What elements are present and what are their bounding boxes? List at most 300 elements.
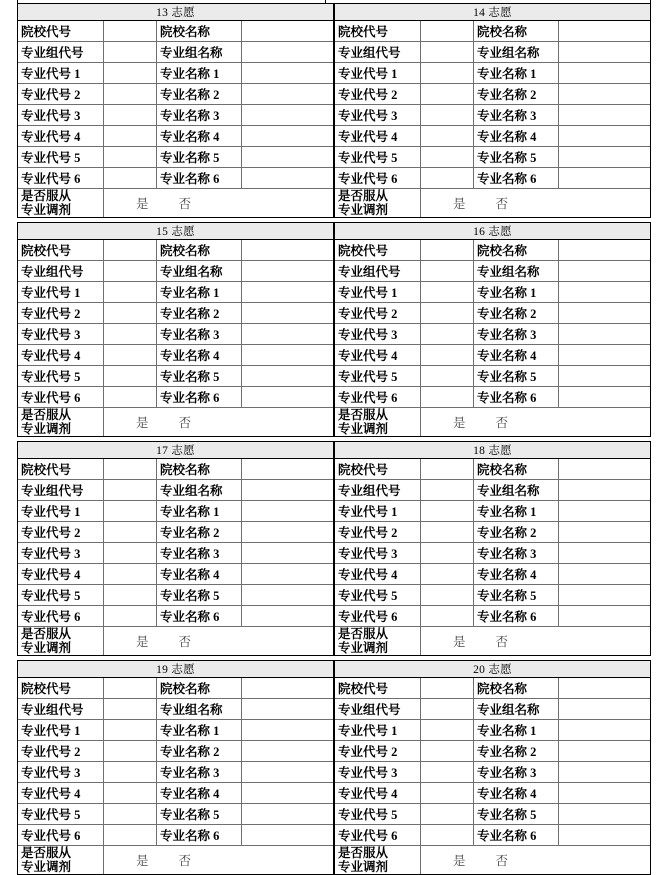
school-code-label: 院校代号: [18, 678, 104, 698]
major-row-5: [18, 147, 333, 168]
major-code-4-input[interactable]: [421, 783, 474, 803]
adjustment-consent-label-line1: 是否服从: [21, 627, 72, 641]
major-group-name-input[interactable]: [559, 480, 650, 500]
school-name-label: 院校名称: [474, 240, 559, 260]
adjustment-consent-option-no[interactable]: 否: [178, 854, 192, 868]
major-name-1-label: 专业名称 1: [157, 501, 242, 521]
major-code-6-input[interactable]: [104, 387, 157, 407]
adjustment-consent-options: [104, 627, 333, 655]
wish-block-4: [334, 222, 651, 437]
major-name-6-input[interactable]: [559, 168, 650, 188]
adjustment-consent-row: [18, 627, 333, 656]
major-code-3-label: 专业代号 3: [335, 543, 421, 563]
major-name-5-label: 专业名称 5: [474, 366, 559, 386]
major-name-1-input[interactable]: [242, 63, 333, 83]
major-row-5: [335, 147, 650, 168]
major-group-row: [18, 480, 333, 501]
major-group-code-input[interactable]: [104, 261, 157, 281]
school-code-input[interactable]: [421, 240, 474, 260]
major-code-5-label: 专业代号 5: [335, 366, 421, 386]
school-code-label: 院校代号: [18, 21, 104, 41]
major-group-code-input[interactable]: [421, 480, 474, 500]
major-name-6-input[interactable]: [242, 825, 333, 845]
major-code-2-label: 专业代号 2: [335, 741, 421, 761]
major-name-5-label: 专业名称 5: [157, 804, 242, 824]
adjustment-consent-option-no[interactable]: 否: [495, 854, 509, 868]
major-row-5: [18, 366, 333, 387]
major-name-2-label: 专业名称 2: [157, 741, 242, 761]
major-code-3-input[interactable]: [421, 543, 474, 563]
school-code-input[interactable]: [104, 240, 157, 260]
major-group-row: [18, 261, 333, 282]
school-name-input[interactable]: [242, 678, 333, 698]
major-code-3-label: 专业代号 3: [18, 762, 104, 782]
school-name-label: 院校名称: [474, 459, 559, 479]
major-row-3: [335, 543, 650, 564]
wish-block-5: [17, 441, 334, 656]
adjustment-consent-label-line2: 专业调剂: [21, 421, 72, 436]
major-name-2-label: 专业名称 2: [157, 84, 242, 104]
major-name-3-label: 专业名称 3: [157, 762, 242, 782]
adjustment-consent-label-line1: 是否服从: [338, 846, 389, 860]
major-name-5-input[interactable]: [559, 585, 650, 605]
major-code-5-input[interactable]: [421, 804, 474, 824]
major-code-6-input[interactable]: [421, 387, 474, 407]
major-name-5-input[interactable]: [242, 585, 333, 605]
wish-block-2: [334, 3, 651, 218]
major-name-4-input[interactable]: [242, 345, 333, 365]
major-code-5-input[interactable]: [421, 585, 474, 605]
major-group-name-label: 专业组名称: [474, 699, 559, 719]
wish-block-title: 13 志愿: [18, 3, 333, 21]
adjustment-consent-option-yes[interactable]: 是: [453, 854, 466, 868]
adjustment-consent-label-line1: 是否服从: [338, 408, 389, 422]
major-name-2-input[interactable]: [559, 303, 650, 323]
major-code-4-label: 专业代号 4: [335, 126, 421, 146]
major-code-2-label: 专业代号 2: [335, 303, 421, 323]
major-code-1-input[interactable]: [104, 720, 157, 740]
wish-block-title: 18 志愿: [335, 441, 650, 459]
major-row-4: [335, 126, 650, 147]
major-code-4-input[interactable]: [421, 564, 474, 584]
adjustment-consent-label: [18, 627, 104, 655]
major-code-2-input[interactable]: [421, 741, 474, 761]
major-code-4-input[interactable]: [104, 783, 157, 803]
major-row-4: [18, 345, 333, 366]
major-name-3-input[interactable]: [559, 324, 650, 344]
adjustment-consent-option-no[interactable]: 否: [178, 197, 192, 211]
major-group-code-label: 专业组代号: [18, 42, 104, 62]
school-name-input[interactable]: [559, 459, 650, 479]
major-name-4-input[interactable]: [559, 126, 650, 146]
major-name-4-label: 专业名称 4: [157, 345, 242, 365]
adjustment-consent-label: [335, 627, 421, 655]
major-name-4-input[interactable]: [242, 564, 333, 584]
major-name-2-input[interactable]: [559, 84, 650, 104]
major-row-1: [335, 282, 650, 303]
major-group-name-input[interactable]: [242, 261, 333, 281]
school-name-input[interactable]: [242, 21, 333, 41]
major-name-6-label: 专业名称 6: [157, 387, 242, 407]
major-row-2: [18, 303, 333, 324]
major-code-2-input[interactable]: [421, 522, 474, 542]
major-row-1: [335, 501, 650, 522]
major-name-6-input[interactable]: [242, 387, 333, 407]
adjustment-consent-option-no[interactable]: 否: [178, 635, 192, 649]
major-name-1-input[interactable]: [242, 282, 333, 302]
major-name-5-input[interactable]: [242, 366, 333, 386]
major-code-3-input[interactable]: [104, 762, 157, 782]
major-code-3-input[interactable]: [104, 105, 157, 125]
adjustment-consent-label-line2: 专业调剂: [21, 640, 72, 655]
major-name-3-label: 专业名称 3: [474, 105, 559, 125]
major-name-2-label: 专业名称 2: [157, 522, 242, 542]
major-code-1-label: 专业代号 1: [335, 720, 421, 740]
major-row-4: [335, 564, 650, 585]
adjustment-consent-option-yes[interactable]: 是: [136, 416, 149, 430]
major-code-2-input[interactable]: [104, 303, 157, 323]
adjustment-consent-option-yes[interactable]: 是: [136, 197, 149, 211]
major-code-2-input[interactable]: [104, 522, 157, 542]
adjustment-consent-option-no[interactable]: 否: [495, 416, 509, 430]
major-name-4-label: 专业名称 4: [474, 564, 559, 584]
major-name-1-input[interactable]: [559, 720, 650, 740]
major-code-6-label: 专业代号 6: [18, 825, 104, 845]
adjustment-consent-options: [104, 408, 333, 436]
major-code-2-label: 专业代号 2: [335, 522, 421, 542]
adjustment-consent-option-no[interactable]: 否: [178, 416, 192, 430]
major-name-6-input[interactable]: [242, 606, 333, 626]
major-code-1-input[interactable]: [421, 282, 474, 302]
adjustment-consent-label: [18, 846, 104, 874]
major-code-3-label: 专业代号 3: [18, 105, 104, 125]
major-code-2-input[interactable]: [104, 741, 157, 761]
major-name-4-input[interactable]: [242, 783, 333, 803]
major-name-4-input[interactable]: [559, 345, 650, 365]
major-row-1: [335, 63, 650, 84]
major-code-3-input[interactable]: [104, 543, 157, 563]
major-row-3: [335, 762, 650, 783]
school-code-label: 院校代号: [335, 21, 421, 41]
major-row-5: [335, 366, 650, 387]
adjustment-consent-label: [335, 846, 421, 874]
major-code-1-input[interactable]: [104, 501, 157, 521]
major-name-3-input[interactable]: [242, 762, 333, 782]
wish-block-title: 15 志愿: [18, 222, 333, 240]
wish-block-pair: [17, 441, 651, 656]
major-name-5-input[interactable]: [242, 147, 333, 167]
major-code-6-input[interactable]: [104, 825, 157, 845]
major-name-6-input[interactable]: [559, 825, 650, 845]
major-name-5-label: 专业名称 5: [157, 147, 242, 167]
adjustment-consent-label-line1: 是否服从: [338, 189, 389, 203]
major-code-3-input[interactable]: [104, 324, 157, 344]
adjustment-consent-option-no[interactable]: 否: [495, 197, 509, 211]
school-name-input[interactable]: [559, 678, 650, 698]
major-group-row: [18, 699, 333, 720]
school-name-input[interactable]: [559, 21, 650, 41]
major-code-3-input[interactable]: [421, 105, 474, 125]
major-name-2-label: 专业名称 2: [474, 522, 559, 542]
major-name-2-input[interactable]: [242, 741, 333, 761]
major-code-1-label: 专业代号 1: [18, 282, 104, 302]
major-group-code-input[interactable]: [421, 42, 474, 62]
form-scroll-body: [17, 0, 651, 875]
major-group-code-input[interactable]: [421, 699, 474, 719]
major-name-5-label: 专业名称 5: [157, 366, 242, 386]
major-code-4-input[interactable]: [421, 126, 474, 146]
wish-block-title: 19 志愿: [18, 660, 333, 678]
adjustment-consent-option-yes[interactable]: 是: [136, 854, 149, 868]
school-code-input[interactable]: [421, 459, 474, 479]
major-code-2-label: 专业代号 2: [18, 84, 104, 104]
major-code-5-input[interactable]: [104, 147, 157, 167]
school-name-input[interactable]: [242, 240, 333, 260]
major-name-1-input[interactable]: [242, 501, 333, 521]
school-code-input[interactable]: [421, 678, 474, 698]
major-group-code-label: 专业组代号: [335, 699, 421, 719]
major-code-5-input[interactable]: [104, 366, 157, 386]
school-code-input[interactable]: [421, 21, 474, 41]
adjustment-consent-label: [18, 189, 104, 217]
adjustment-consent-label-line2: 专业调剂: [338, 640, 389, 655]
major-row-6: [18, 825, 333, 846]
major-code-6-input[interactable]: [421, 606, 474, 626]
major-code-1-input[interactable]: [421, 63, 474, 83]
major-name-3-input[interactable]: [559, 543, 650, 563]
adjustment-consent-row: [18, 846, 333, 875]
major-name-2-input[interactable]: [242, 84, 333, 104]
school-code-label: 院校代号: [18, 240, 104, 260]
school-name-input[interactable]: [559, 240, 650, 260]
school-name-label: 院校名称: [157, 21, 242, 41]
major-code-3-input[interactable]: [421, 324, 474, 344]
major-name-5-label: 专业名称 5: [157, 585, 242, 605]
major-code-1-input[interactable]: [421, 501, 474, 521]
adjustment-consent-option-yes[interactable]: 是: [453, 635, 466, 649]
major-row-5: [335, 804, 650, 825]
major-name-3-input[interactable]: [559, 105, 650, 125]
major-code-1-label: 专业代号 1: [18, 63, 104, 83]
school-name-input[interactable]: [242, 459, 333, 479]
major-name-2-label: 专业名称 2: [474, 84, 559, 104]
major-group-name-input[interactable]: [559, 699, 650, 719]
major-row-3: [18, 105, 333, 126]
major-code-6-input[interactable]: [421, 825, 474, 845]
adjustment-consent-option-yes[interactable]: 是: [136, 635, 149, 649]
major-name-4-input[interactable]: [242, 126, 333, 146]
major-code-5-label: 专业代号 5: [18, 147, 104, 167]
major-name-3-input[interactable]: [242, 324, 333, 344]
major-code-2-label: 专业代号 2: [18, 303, 104, 323]
major-name-6-label: 专业名称 6: [157, 606, 242, 626]
major-code-5-input[interactable]: [104, 585, 157, 605]
major-code-2-label: 专业代号 2: [18, 522, 104, 542]
major-name-2-input[interactable]: [242, 303, 333, 323]
major-name-3-input[interactable]: [559, 762, 650, 782]
major-code-4-input[interactable]: [104, 564, 157, 584]
wish-block-title: 14 志愿: [335, 3, 650, 21]
major-name-3-input[interactable]: [242, 105, 333, 125]
major-group-name-input[interactable]: [242, 480, 333, 500]
major-code-2-input[interactable]: [421, 303, 474, 323]
adjustment-consent-label-line2: 专业调剂: [21, 202, 72, 217]
wish-block-title: 20 志愿: [335, 660, 650, 678]
major-code-2-label: 专业代号 2: [18, 741, 104, 761]
major-name-3-input[interactable]: [242, 543, 333, 563]
major-code-6-input[interactable]: [421, 168, 474, 188]
major-group-row: [335, 699, 650, 720]
major-row-1: [18, 720, 333, 741]
major-name-3-label: 专业名称 3: [157, 324, 242, 344]
major-name-5-input[interactable]: [242, 804, 333, 824]
major-name-1-label: 专业名称 1: [474, 720, 559, 740]
major-name-1-input[interactable]: [559, 63, 650, 83]
wish-block-7: [17, 660, 334, 875]
major-code-4-input[interactable]: [104, 126, 157, 146]
major-name-4-input[interactable]: [559, 783, 650, 803]
major-code-4-label: 专业代号 4: [18, 564, 104, 584]
major-row-4: [18, 783, 333, 804]
major-group-code-label: 专业组代号: [18, 480, 104, 500]
major-code-6-label: 专业代号 6: [335, 168, 421, 188]
school-code-label: 院校代号: [335, 678, 421, 698]
major-name-6-label: 专业名称 6: [474, 825, 559, 845]
school-row: [335, 678, 650, 699]
wish-block-pair: [17, 3, 651, 218]
school-code-input[interactable]: [104, 459, 157, 479]
major-row-3: [18, 762, 333, 783]
adjustment-consent-label: [335, 189, 421, 217]
major-code-5-label: 专业代号 5: [335, 585, 421, 605]
school-code-label: 院校代号: [335, 240, 421, 260]
major-row-6: [335, 825, 650, 846]
major-group-name-input[interactable]: [559, 42, 650, 62]
major-name-5-input[interactable]: [559, 804, 650, 824]
major-name-1-input[interactable]: [559, 501, 650, 521]
major-code-5-input[interactable]: [421, 366, 474, 386]
major-code-6-label: 专业代号 6: [18, 387, 104, 407]
major-code-4-input[interactable]: [104, 345, 157, 365]
major-code-1-input[interactable]: [421, 720, 474, 740]
adjustment-consent-label-line1: 是否服从: [21, 846, 72, 860]
school-row: [335, 240, 650, 261]
major-name-2-input[interactable]: [242, 522, 333, 542]
major-row-6: [18, 606, 333, 627]
major-name-4-label: 专业名称 4: [474, 783, 559, 803]
major-name-5-input[interactable]: [559, 366, 650, 386]
major-group-code-input[interactable]: [104, 480, 157, 500]
major-row-2: [18, 741, 333, 762]
major-row-4: [335, 345, 650, 366]
major-name-4-label: 专业名称 4: [157, 126, 242, 146]
school-row: [335, 21, 650, 42]
adjustment-consent-label-line2: 专业调剂: [21, 859, 72, 874]
major-code-2-input[interactable]: [104, 84, 157, 104]
major-code-6-input[interactable]: [104, 606, 157, 626]
major-name-3-label: 专业名称 3: [157, 543, 242, 563]
major-name-2-label: 专业名称 2: [157, 303, 242, 323]
major-code-6-label: 专业代号 6: [335, 825, 421, 845]
major-group-code-input[interactable]: [104, 42, 157, 62]
major-code-3-label: 专业代号 3: [18, 543, 104, 563]
major-row-3: [335, 324, 650, 345]
major-group-code-input[interactable]: [421, 261, 474, 281]
school-row: [18, 240, 333, 261]
major-row-3: [18, 324, 333, 345]
adjustment-consent-row: [335, 627, 650, 656]
major-code-5-label: 专业代号 5: [335, 147, 421, 167]
major-name-2-input[interactable]: [559, 522, 650, 542]
major-group-name-label: 专业组名称: [157, 480, 242, 500]
major-code-5-input[interactable]: [421, 147, 474, 167]
major-name-4-label: 专业名称 4: [474, 345, 559, 365]
major-name-2-label: 专业名称 2: [474, 741, 559, 761]
major-name-5-input[interactable]: [559, 147, 650, 167]
major-code-3-label: 专业代号 3: [335, 762, 421, 782]
major-row-2: [335, 84, 650, 105]
major-group-name-input[interactable]: [242, 42, 333, 62]
major-name-6-input[interactable]: [559, 387, 650, 407]
major-name-6-input[interactable]: [242, 168, 333, 188]
major-code-5-input[interactable]: [104, 804, 157, 824]
adjustment-consent-row: [335, 189, 650, 218]
major-name-1-input[interactable]: [559, 282, 650, 302]
major-group-name-input[interactable]: [242, 699, 333, 719]
major-code-1-input[interactable]: [104, 282, 157, 302]
adjustment-consent-row: [18, 408, 333, 437]
major-name-1-label: 专业名称 1: [474, 282, 559, 302]
major-row-2: [18, 522, 333, 543]
major-code-2-input[interactable]: [421, 84, 474, 104]
adjustment-consent-option-no[interactable]: 否: [495, 635, 509, 649]
major-group-name-input[interactable]: [559, 261, 650, 281]
major-code-3-input[interactable]: [421, 762, 474, 782]
major-group-name-label: 专业组名称: [157, 261, 242, 281]
adjustment-consent-options: [421, 627, 650, 655]
major-name-6-input[interactable]: [559, 606, 650, 626]
major-code-4-label: 专业代号 4: [335, 783, 421, 803]
school-code-label: 院校代号: [335, 459, 421, 479]
wish-block-pair: [17, 222, 651, 437]
adjustment-consent-option-yes[interactable]: 是: [453, 197, 466, 211]
major-code-6-input[interactable]: [104, 168, 157, 188]
adjustment-consent-options: [421, 189, 650, 217]
major-group-row: [335, 480, 650, 501]
major-code-3-label: 专业代号 3: [335, 324, 421, 344]
major-row-2: [18, 84, 333, 105]
adjustment-consent-option-yes[interactable]: 是: [453, 416, 466, 430]
school-code-input[interactable]: [104, 21, 157, 41]
major-code-1-input[interactable]: [104, 63, 157, 83]
major-group-code-input[interactable]: [104, 699, 157, 719]
major-name-2-input[interactable]: [559, 741, 650, 761]
major-group-name-label: 专业组名称: [474, 261, 559, 281]
major-group-name-label: 专业组名称: [157, 42, 242, 62]
adjustment-consent-row: [335, 408, 650, 437]
wish-blocks-container: [17, 3, 651, 875]
major-code-4-label: 专业代号 4: [335, 345, 421, 365]
major-code-3-label: 专业代号 3: [18, 324, 104, 344]
major-code-4-input[interactable]: [421, 345, 474, 365]
school-code-input[interactable]: [104, 678, 157, 698]
major-name-4-input[interactable]: [559, 564, 650, 584]
major-row-6: [335, 606, 650, 627]
major-name-3-label: 专业名称 3: [157, 105, 242, 125]
major-row-1: [18, 63, 333, 84]
school-name-label: 院校名称: [474, 21, 559, 41]
major-name-1-input[interactable]: [242, 720, 333, 740]
